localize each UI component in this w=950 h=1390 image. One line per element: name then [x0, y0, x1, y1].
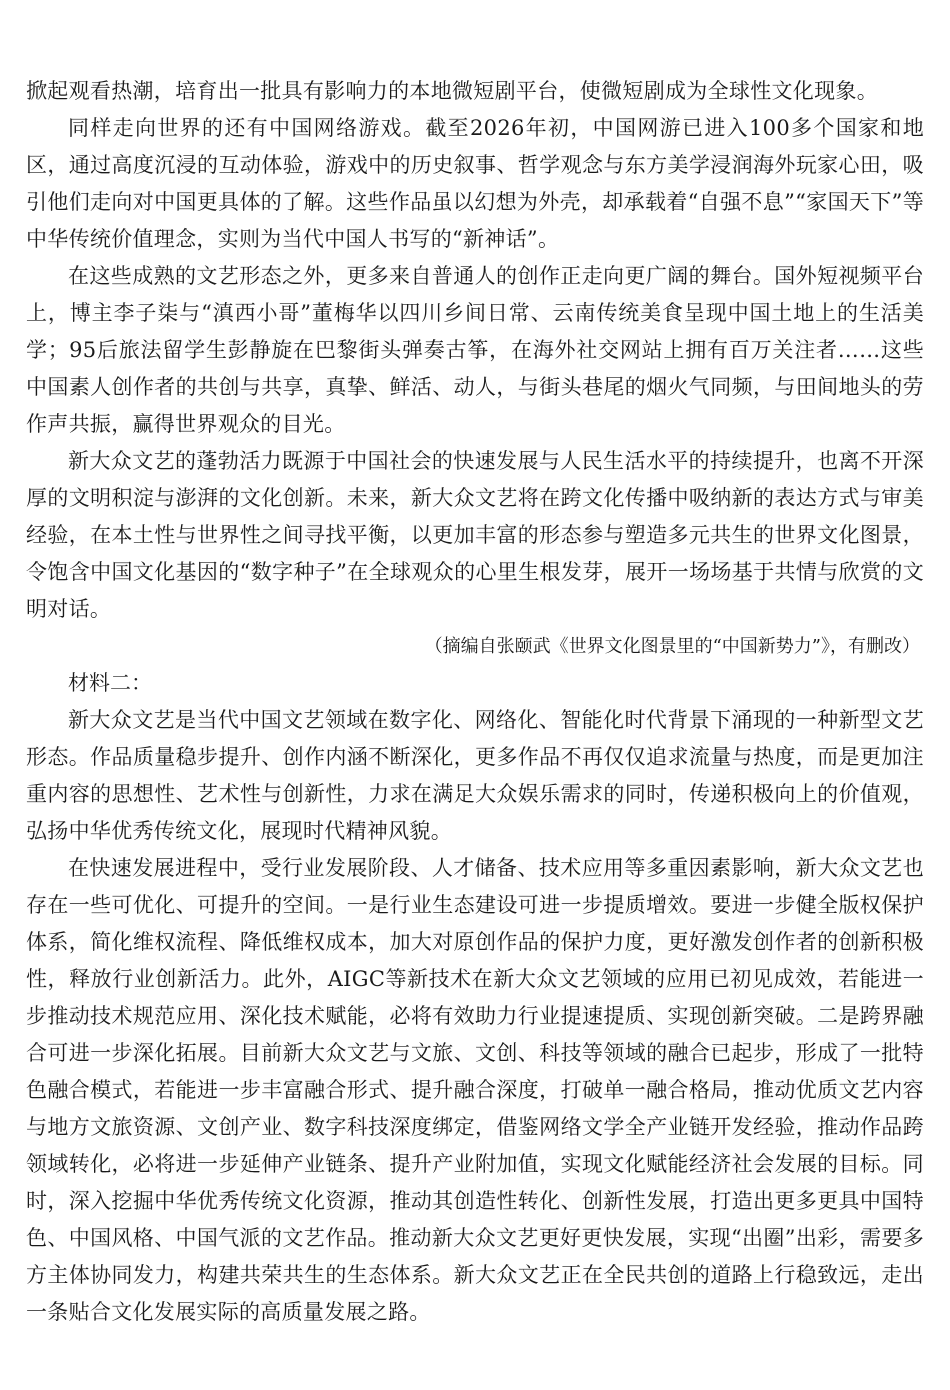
paragraph-vitality: 新大众文艺的蓬勃活力既源于中国社会的快速发展与人民生活水平的持续提升，也离不开深厚的文明积淀与澎湃的文化创新。未来，新大众文艺将在跨文化传播中吸纳新的表达方式与审美经验，在本土性与世界性之间寻找平衡，以更加丰富的形态参与塑造多元共生的世界文化图景，令饱含中国文化基因的“数字种子”在全球观众的心里生根发芽，展开一场场基于共情与欣赏的文明对话。 — [26, 449, 924, 621]
paragraph-grassroots-creators: 在这些成熟的文艺形态之外，更多来自普通人的创作正走向更广阔的舞台。国外短视频平台上，博主李子柒与“滇西小哥”董梅华以四川乡间日常、云南传统美食呈现中国土地上的生活美学；95后旅法留学生彭静旋在巴黎街头弹奏古筝，在海外社交网站上拥有百万关注者……这些中国素人创作者的共创与共享，真挚、鲜活、动人，与街头巷尾的烟火气同频，与田间地头的劳作声共振，赢得世界观众的目光。 — [26, 264, 924, 436]
paragraph-continuation: 掀起观看热潮，培育出一批具有影响力的本地微短剧平台，使微短剧成为全球性文化现象。 — [26, 79, 878, 103]
paragraph-new-literary-form: 新大众文艺是当代中国文艺领域在数字化、网络化、智能化时代背景下涌现的一种新型文艺形态。作品质量稳步提升、创作内涵不断深化，更多作品不再仅仅追求流量与热度，而是更加注重内容的思想性、艺术性与创新性，力求在满足大众娱乐需求的同时，传递积极向上的价值观，弘扬中华优秀传统文化，展现时代精神风貌。 — [26, 708, 924, 843]
material-two-heading: 材料二： — [68, 671, 152, 695]
paragraph-online-games: 同样走向世界的还有中国网络游戏。截至2026年初，中国网游已进入100多个国家和地区，通过高度沉浸的互动体验，游戏中的历史叙事、哲学观念与东方美学浸润海外玩家心田，吸引他们走向对中国更具体的了解。这些作品虽以幻想为外壳，却承载着“自强不息”“家国天下”等中华传统价值理念，实则为当代中国人书写的“新神话”。 — [26, 116, 924, 251]
paragraph-development-space: 在快速发展进程中，受行业发展阶段、人才储备、技术应用等多重因素影响，新大众文艺也存在一些可优化、可提升的空间。一是行业生态建设可进一步提质增效。要进一步健全版权保护体系，简化维权流程、降低维权成本，加大对原创作品的保护力度，更好激发创作者的创新积极性，释放行业创新活力。此外，AIGC等新技术在新大众文艺领域的应用已初见成效，若能进一步推动技术规范应用、深化技术赋能，必将有效助力行业提速提质、实现创新突破。二是跨界融合可进一步深化拓展。目前新大众文艺与文旅、文创、科技等领域的融合已起步，形成了一批特色融合模式，若能进一步丰富融合形式、提升融合深度，打破单一融合格局，推动优质文艺内容与地方文旅资源、文创产业、数字科技深度绑定，借鉴网络文学全产业链开发经验，推动作品跨领域转化，必将进一步延伸产业链条、提升产业附加值，实现文化赋能经济社会发展的目标。同时，深入挖掘中华优秀传统文化资源，推动其创造性转化、创新性发展，打造出更多更具中国特色、中国风格、中国气派的文艺作品。推动新大众文艺更好更快发展，实现“出圈”出彩，需要多方主体协同发力，构建共荣共生的生态体系。新大众文艺正在全民共创的道路上行稳致远，走出一条贴合文化发展实际的高质量发展之路。 — [26, 856, 924, 1324]
source-citation: （摘编自张颐武《世界文化图景里的“中国新势力”》，有删改） — [424, 636, 920, 657]
document-page — [26, 73, 924, 1331]
